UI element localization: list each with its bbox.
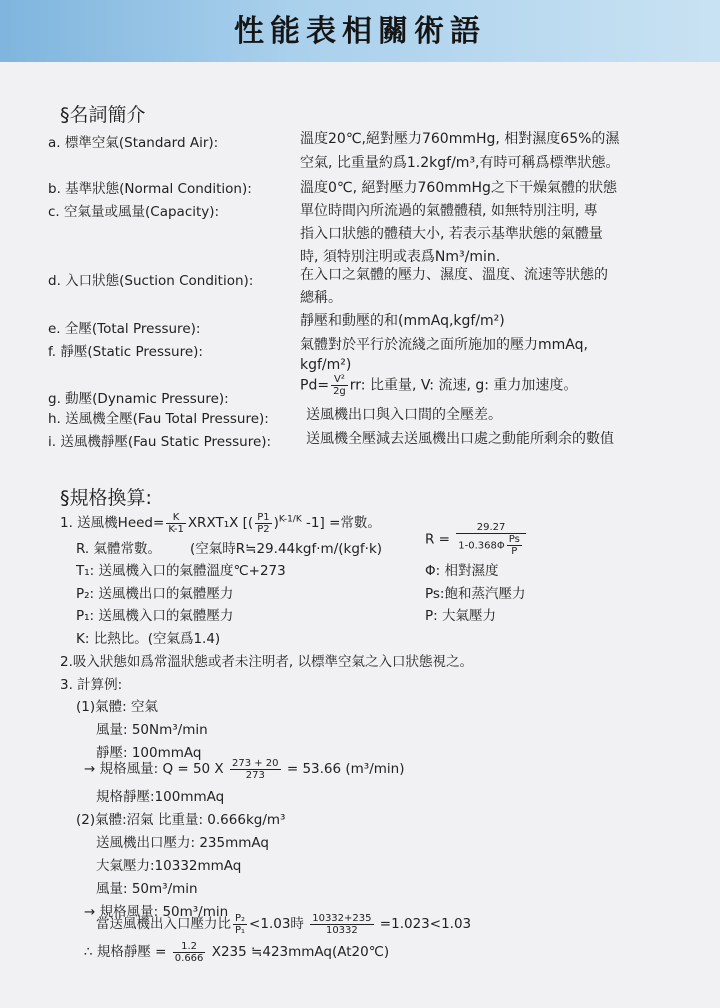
ex1-calc-label: → 規格風量: Q = 50 X <box>84 761 224 777</box>
def-h: 送風機出口與入口間的全壓差。 <box>306 407 502 423</box>
term-e: e. 全壓(Total Pressure): <box>48 321 201 337</box>
ex2-atm: 大氣壓力:10332mmAq <box>96 858 242 874</box>
fraction-numerator: P1 <box>257 511 270 523</box>
formula-head: 1. 送風機Heed= $\frac{K}{K-1}$ XRXT₁X [( $\frac{P1}{P2}$ )$^{K-1/K}$ -1] =常數。 <box>60 511 381 535</box>
ex1-calc-result: = 53.66 (m³/min) <box>286 761 405 777</box>
ex2-label: (2)氣體:沼氣 比重量: 0.666kg/m³ <box>76 812 286 828</box>
exponent: K-1/K <box>278 514 302 525</box>
fraction-denominator: P2 <box>257 523 270 535</box>
r-formula <box>425 522 528 557</box>
fraction-numerator: 1.2 <box>173 941 206 953</box>
ex2-static-label: ∴ 規格靜壓 = <box>84 944 167 960</box>
fraction-denominator: 273 <box>245 769 265 781</box>
fraction-denominator <box>456 534 526 557</box>
fraction-density <box>173 941 206 964</box>
r-denominator-text: 1-0.368Φ <box>458 540 505 552</box>
ex1-flow: 風量: 50Nm³/min <box>96 722 208 738</box>
term-b: b. 基準狀態(Normal Condition): <box>48 181 252 197</box>
legend-ps: Ps:飽和蒸汽壓力 <box>425 586 526 602</box>
legend-p2: P₂: 送風機出口的氣體壓力 <box>76 586 234 602</box>
ex2-ratio-label: 當送風機出入口壓力比 <box>96 916 231 932</box>
ex2-static-result: X235 ≒423mmAq(At20℃) <box>211 944 390 960</box>
ex2-flow: 風量: 50m³/min <box>96 881 198 897</box>
fraction-pressure-ratio <box>310 913 373 936</box>
fraction-numerator: 10332+235 <box>312 912 372 924</box>
fraction-numerator: V² <box>331 374 348 386</box>
def-c-line3: 時, 須特別注明或表爲Nm³/min. <box>300 249 501 265</box>
term-a: a. 標準空氣(Standard Air): <box>48 135 219 151</box>
legend-p: P: 大氣壓力 <box>425 608 496 624</box>
legend-k: K: 比熱比。(空氣爲1.4) <box>76 631 221 647</box>
term-d: d. 入口狀態(Suction Condition): <box>48 273 254 289</box>
term-h: h. 送風機全壓(Fau Total Pressure): <box>48 411 269 427</box>
ex2-spec-flow: → 規格風量: 50m³/min <box>84 904 229 920</box>
ex2-ratio-cond: <1.03時 <box>249 916 304 932</box>
ex1-spec-static: 規格靜壓:100mmAq <box>96 789 225 805</box>
term-g: g. 動壓(Dynamic Pressure): <box>48 391 229 407</box>
item-2: 2.吸入狀態如爲常溫狀態或者未注明者, 以標準空氣之入口狀態視之。 <box>60 654 473 670</box>
fraction-numerator: Ps <box>508 534 520 545</box>
formula-head-end: -1] =常數。 <box>306 515 381 531</box>
fraction-p1-p2 <box>255 512 271 535</box>
legend-t1: T₁: 送風機入口的氣體溫度℃+273 <box>76 563 286 579</box>
def-c-line1: 單位時間內所流過的氣體體積, 如無特別注明, 專 <box>300 203 598 219</box>
fraction-r <box>456 522 526 557</box>
def-g <box>300 374 577 397</box>
fraction-denominator: P <box>511 546 518 557</box>
def-c-line2: 指入口狀態的體積大小, 若表示基準狀態的氣體量 <box>300 226 603 242</box>
ex2-ratio-result: =1.023<1.03 <box>379 916 472 932</box>
def-i: 送風機全壓減去送風機出口處之動能所剩余的數值 <box>306 431 614 447</box>
def-e: 靜壓和動壓的和(mmAq,kgf/m²) <box>300 313 505 329</box>
def-f-line1: 氣體對於平行於流綫之面所施加的壓力mmAq, <box>300 337 588 353</box>
ex2-ratio <box>96 912 471 936</box>
fraction-temperature <box>230 758 281 781</box>
legend-phi: Φ: 相對濕度 <box>425 563 499 579</box>
fraction-denominator: 0.666 <box>174 952 204 964</box>
def-f-line2: kgf/m²) <box>300 357 352 373</box>
formula-head-label: 1. 送風機Heed= <box>60 515 165 531</box>
gas-constant-label: R. 氣體常數。 <box>76 541 161 557</box>
gas-constant-air: (空氣時R≒29.44kgf·m/(kgf·k) <box>190 541 383 557</box>
fraction-p2-p1 <box>233 913 247 936</box>
def-b: 溫度0℃, 絕對壓力760mmHg之下干燥氣體的狀態 <box>300 180 617 196</box>
fraction-denominator: 10332 <box>325 924 358 936</box>
page-title: 性能表相關術語 <box>234 14 486 49</box>
fraction-v2-2g <box>331 374 348 397</box>
fraction-numerator: 273 + 20 <box>231 757 279 769</box>
fraction-numerator: K <box>166 512 185 524</box>
pd-symbol: Pd= <box>300 377 330 394</box>
def-g-text: rr: 比重量, V: 流速, g: 重力加速度。 <box>349 377 578 394</box>
def-a-line1: 溫度20℃,絕對壓力760mmHg, 相對濕度65%的濕 <box>300 131 620 147</box>
term-f: f. 靜壓(Static Pressure): <box>48 344 203 360</box>
section-heading-terms: §名詞簡介 <box>60 104 146 126</box>
def-d-line1: 在入口之氣體的壓力、濕度、溫度、流速等狀態的 <box>300 267 608 283</box>
def-a-line2: 空氣, 比重量約爲1.2kgf/m³,有時可稱爲標準狀態。 <box>300 155 620 171</box>
fraction-k <box>166 512 185 535</box>
fraction-ps-p <box>507 534 522 557</box>
ex1-calc <box>84 757 405 781</box>
item-3: 3. 計算例: <box>60 677 123 693</box>
fraction-numerator: 29.27 <box>456 522 526 534</box>
r-equals: R = <box>425 531 450 548</box>
term-c: c. 空氣量或風量(Capacity): <box>48 204 220 220</box>
legend-p1: P₁: 送風機入口的氣體壓力 <box>76 608 234 624</box>
section-heading-conversion: §規格換算: <box>60 487 152 509</box>
fraction-numerator: P₂ <box>235 912 246 924</box>
fraction-denominator: P₁ <box>235 924 246 936</box>
def-d-line2: 總稱。 <box>300 290 342 306</box>
ex2-static <box>84 940 389 964</box>
ex2-outlet: 送風機出口壓力: 235mmAq <box>96 835 269 851</box>
ex1-label: (1)氣體: 空氣 <box>76 699 158 715</box>
formula-head-mid: XRXT₁X [( <box>187 515 254 531</box>
ex1-static: 靜壓: 100mmAq <box>96 745 202 761</box>
term-i: i. 送風機靜壓(Fau Static Pressure): <box>48 434 272 450</box>
fraction-denominator: 2g <box>333 386 346 397</box>
fraction-denominator: K-1 <box>168 523 184 535</box>
